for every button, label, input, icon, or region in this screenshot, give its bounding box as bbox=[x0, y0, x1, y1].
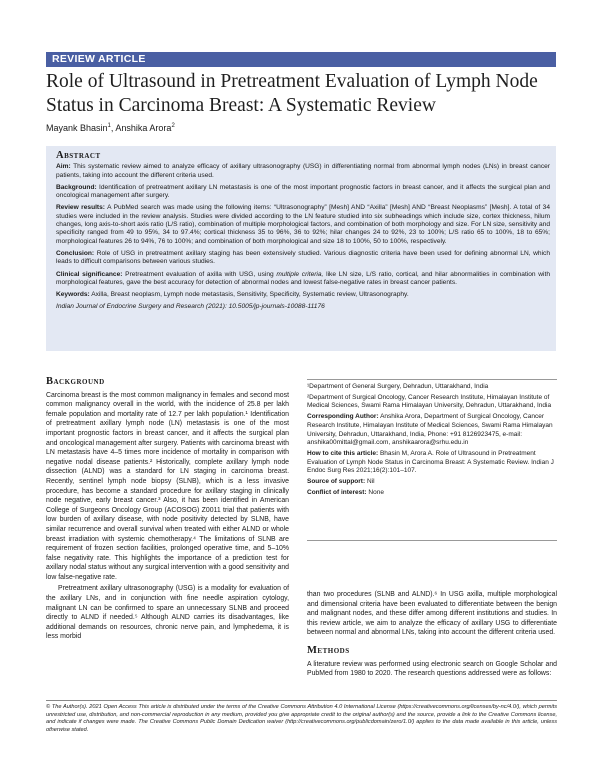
author-separator: , bbox=[110, 123, 116, 133]
license-footer: © The Author(s). 2021 Open Access This article is distributed under the terms of the Creative Commons Attribution 4.0 International License (https://creativecommons.org/licenses/by-nc/4.0/), which permits unrestricted use, distribution, and non-commercial reproduction in any medium, provided you give appropriate credit to the original author(s) and the source, provide a link to the Creative Commons license, and indicate if changes were made. The Creative Commons Public Domain Dedication waiver (http://creativecommons.org/publicdomain/zero/1.0/) applies to the data made available in this article, unless otherwise stated. bbox=[46, 704, 557, 733]
background-section bbox=[46, 377, 289, 644]
author-name: Anshika Arora bbox=[115, 123, 172, 133]
affiliations-top-rule bbox=[307, 379, 557, 380]
methods-paragraph: A literature review was performed using electronic search on Google Scholar and PubMed from 1980 to 2020. The research questions addressed were as follows: bbox=[307, 660, 557, 678]
how-to-cite: How to cite this article: Bhasin M, Arora A. Role of Ultrasound in Pretreatment Evaluation of Lymph Node Status in Carcinoma Breast: A Systematic Review. Indian J Endoc Surg Res 2021;16(2):101–107. bbox=[307, 449, 554, 475]
abstract-background-text: Background: Identification of pretreatment axillary LN metastasis is one of the most important prognostic factors in breast cancer, and it affects the surgical plan and oncological management after surgery. bbox=[56, 183, 550, 200]
right-column-text bbox=[307, 590, 557, 681]
abstract-review-results: Review results: A PubMed search was made using the following items: “Ultrasonography” [Mesh] AND “Axilla” [Mesh] AND “Breast Neoplasms” [Mesh]. A total of 34 studies were included in the review analysis. Studies were divided according to the LN feature studied into six subheadings which include size, cortex thickness, hilum changes, long axis-to-short axis ratio (L/S ratio), combination of multiple morphological factors, and combination of both morphology and size. For LN size, sensitivity and specificity ranged from 49 to 95%, 34 to 97.4%; cortical thickness 35 to 96%, 36 to 92%; hilar changes 24 to 92%, 23 to 100%; L/S ratio 65 to 100%, 18 to 65%; morphological features 26 to 94%, 76 to 100%; and combination of both morphological and size 18 to 100%, 50 to 100%, respectively. bbox=[56, 204, 551, 245]
article-type-label: REVIEW ARTICLE bbox=[52, 53, 146, 65]
affiliation: ²Department of Surgical Oncology, Cancer Research Institute, Himalayan Institute of Medical Sciences, Swami Rama Himalayan University, Dehradun, Uttarakhand, India bbox=[307, 393, 552, 410]
background-paragraph: Carcinoma breast is the most common malignancy in females and second most common malignancy overall in the world, with the incidence of 25.8 per lakh female population and mortality rate of 12.7 per lakh population.¹ Identification of pretreatment axillary lymph node (LN) metastasis is one of the most important prognostic factors in breast cancer, and it affects the surgical plan and oncological management after surgery. Patients with carcinoma breast with LN metastasis have 4–5 times more incidence of mortality in comparison with negative nodal disease patients.² Historically, complete axillary lymph node dissection (ALND) was a standard for LN staging in carcinoma breast. Recently, sentinel lymph node biopsy (SLNB), which is a less invasive procedure, has become a standard procedure for axillary staging in clinically node negative, early breast cancer.³ Also, it has been identified in American College of Surgeons Oncology Group (ACOSOG) Z0011 trial that patients with low burden of axillary disease, with node positivity detected by SLNB, have similar recurrence and overall survival when treated with either ALND or whole breast irradiation with systemic chemotherapy.⁴ The limitations of SLNB are requirement of frozen section facilities, prolonged operative time, and 5–10% false negativity rate. This highlights the importance of a prediction test for axillary nodal status without any surgical intervention with a good sensitivity and low false-negative rate. bbox=[46, 391, 289, 581]
author-list bbox=[46, 123, 175, 133]
author-name: Mayank Bhasin bbox=[46, 123, 108, 133]
background-paragraph: Pretreatment axillary ultrasonography (USG) is a modality for evaluation of the axillary LNs, and in conjunction with fine needle aspiration cytology, malignant LN can be confirmed to spare an unnecessary SLNB and proceed directly to ALND if needed.⁵ Although ALND carries its disadvantages, like additional demands on resources, chronic nerve pain, and lymphedema, it is less morbid bbox=[46, 585, 289, 641]
background-heading: Background bbox=[46, 376, 105, 387]
journal-citation: Indian Journal of Endocrine Surgery and Research (2021): 10.5005/jp-journals-10088-11176 bbox=[56, 303, 325, 311]
abstract-clinical-significance: Clinical significance: Pretreatment evaluation of axilla with USG, using multiple criteria, like LN size, L/S ratio, cortical, and hilar abnormalities in combination with morphological features, gave the best accuracy for detection of abnormal nodes and lowest false-negative rates in breast cancer patients. bbox=[56, 270, 551, 286]
footer-rule bbox=[46, 700, 557, 701]
affiliations-box bbox=[307, 383, 557, 499]
conflict-of-interest: Conflict of interest: None bbox=[307, 488, 384, 496]
abstract-aim: Aim: This systematic review aimed to analyze efficacy of axillary ultrasonography (USG) in differentiating normal from abnormal lymph nodes (LNs) in breast cancer patients, taking into account the different criteria used. bbox=[56, 163, 550, 179]
abstract-heading: Abstract bbox=[56, 150, 101, 161]
abstract-conclusion: Conclusion: Role of USG in pretreatment axillary staging has been extensively studied. Various diagnostic criteria have been used for defining abnormal LN, which leads to difficult comparisons between various studies. bbox=[56, 249, 550, 266]
author-affiliation-mark: 2 bbox=[171, 123, 175, 129]
methods-heading: Methods bbox=[307, 644, 350, 656]
affiliations-bottom-rule bbox=[307, 540, 557, 541]
affiliation: ¹Department of General Surgery, Dehradun, Uttarakhand, India bbox=[307, 383, 489, 390]
corresponding-author: Corresponding Author: Anshika Arora, Department of Surgical Oncology, Cancer Research Institute, Himalayan Institute of Medical Sciences, Swami Rama Himalayan University, Dehradun, Uttarakhand, India, Phone: +91 8126923475, e-mail: anshika00mittal@gmail.com, anshikaarora@srhu.edu.in bbox=[307, 413, 553, 447]
abstract-keywords: Keywords: Axilla, Breast neoplasm, Lymph node metastasis, Sensitivity, Specificity, Systematic review, Ultrasonography. bbox=[56, 291, 409, 299]
article-type-banner bbox=[46, 52, 556, 67]
source-of-support: Source of support: Nil bbox=[307, 478, 375, 486]
author-affiliation-mark: 1 bbox=[107, 123, 111, 129]
continuation-paragraph: than two procedures (SLNB and ALND).⁶ In USG axilla, multiple morphological and dimensional criteria have been evaluated to differentiate between the benign and malignant nodes, and these differ among different institutions and studies. In this review article, we aim to analyze the efficacy of axillary USG to differentiate between normal and abnormal LNs, taking into account the different criteria used. bbox=[307, 591, 557, 637]
abstract bbox=[56, 152, 550, 316]
article-title: Role of Ultrasound in Pretreatment Evaluation of Lymph Node Status in Carcinoma Breast: A Systematic Review bbox=[46, 71, 538, 116]
